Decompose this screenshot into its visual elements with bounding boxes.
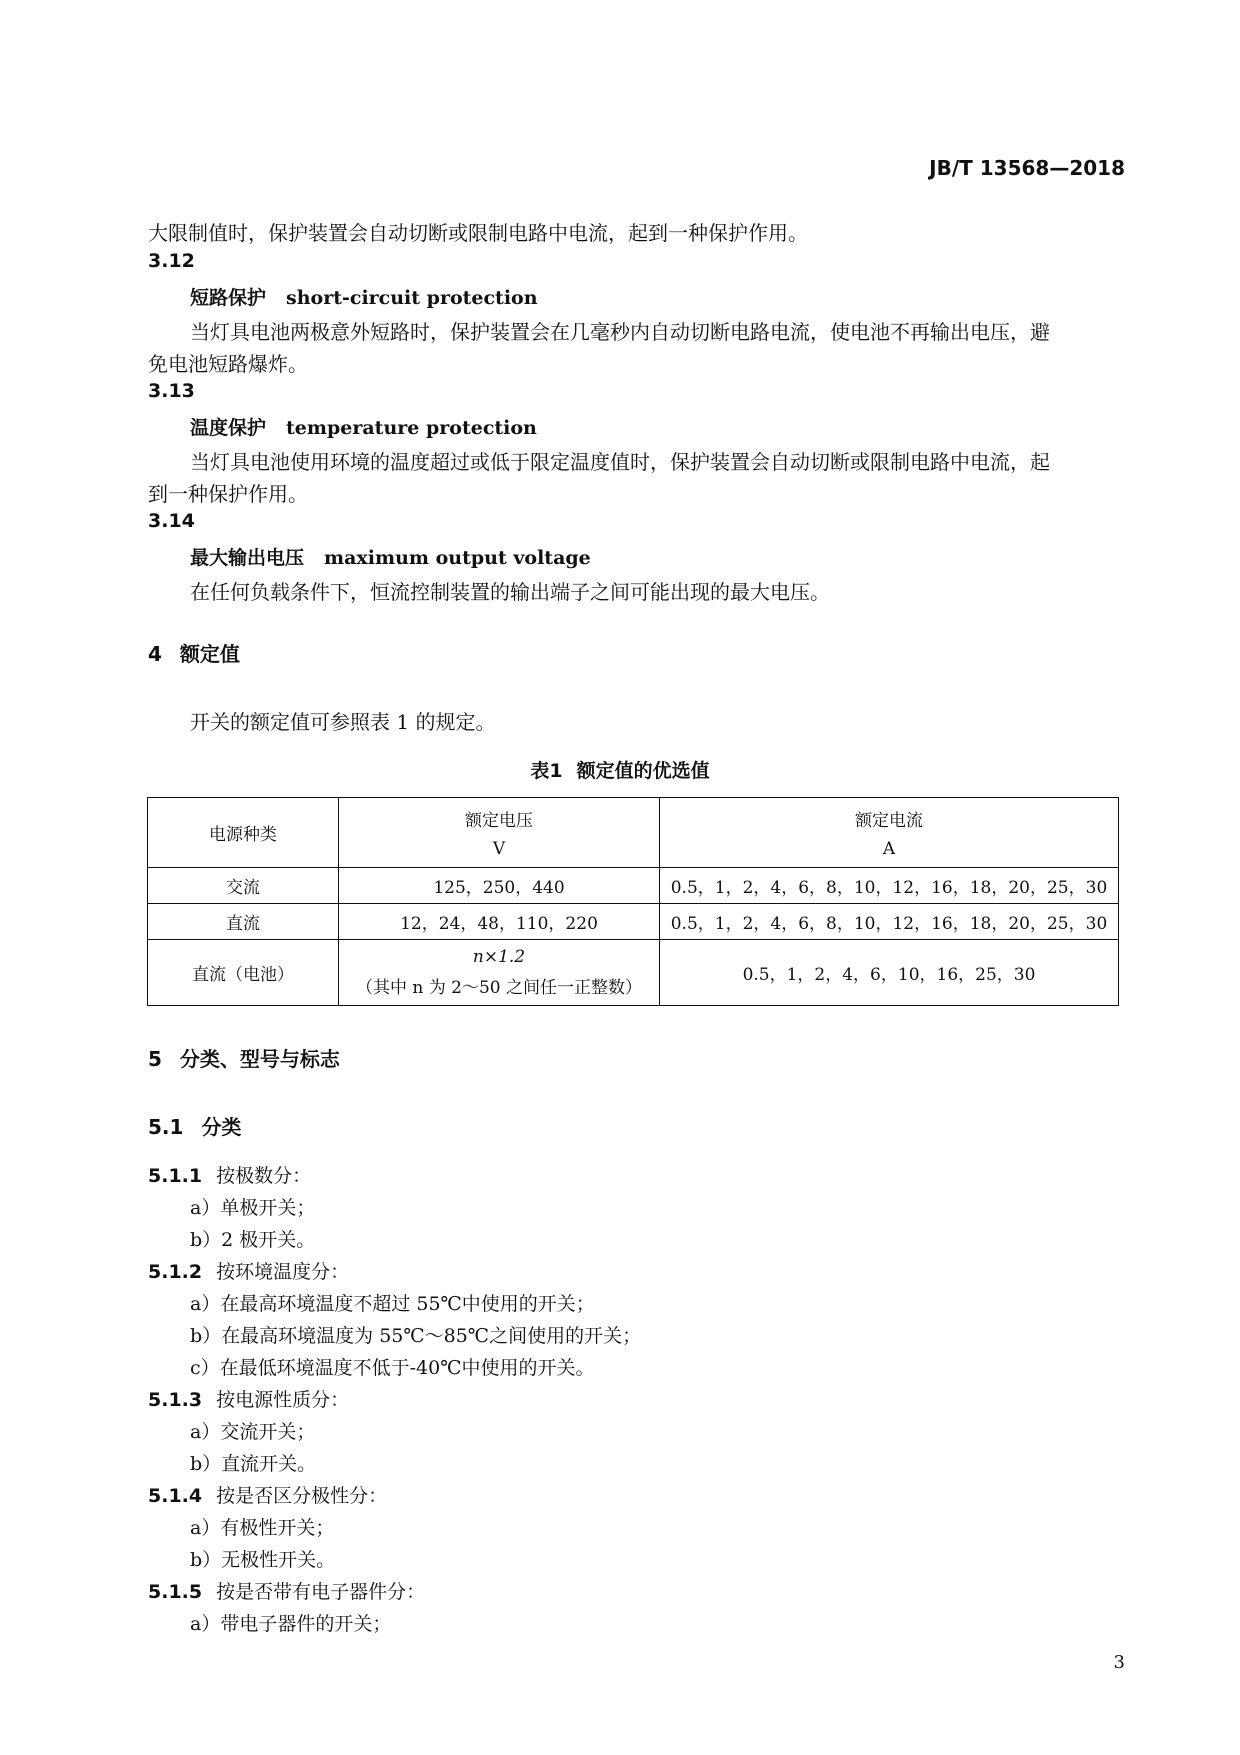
section-heading: 4 额定值 — [148, 642, 240, 666]
definition-line: 当灯具电池两极意外短路时，保护装置会在几毫秒内自动切断电路电流，使电池不再输出电压，避 — [190, 320, 1050, 344]
term-en: temperature protection — [286, 417, 537, 439]
cell-current: 0.5，1，2，4，6，8，10，12，16，18，20，25，30 — [660, 904, 1119, 940]
cell-voltage: n×1.2 （其中 n 为 2～50 之间任一正整数） — [339, 940, 660, 1006]
cell-type: 交流 — [148, 868, 339, 904]
term-en: short-circuit protection — [286, 287, 538, 309]
clause-heading: 5.1.2 按环境温度分： — [148, 1261, 350, 1283]
clause-heading: 5.1.3 按电源性质分： — [148, 1389, 350, 1411]
term-heading — [190, 543, 591, 570]
table-row — [148, 868, 1119, 904]
section-heading: 5 分类、型号与标志 — [148, 1047, 340, 1071]
clause-number: 3.14 — [148, 510, 195, 532]
term-zh: 温度保护 — [190, 417, 267, 439]
list-item: a）单极开关； — [190, 1197, 316, 1219]
clause-number: 3.13 — [148, 380, 195, 402]
list-item: b）无极性开关。 — [190, 1549, 336, 1571]
list-item: b）在最高环境温度为 55℃～85℃之间使用的开关； — [190, 1325, 642, 1347]
paragraph-continuation: 大限制值时，保护装置会自动切断或限制电路中电流，起到一种保护作用。 — [148, 221, 808, 245]
section-text: 开关的额定值可参照表 1 的规定。 — [190, 710, 496, 734]
subsection-heading: 5.1 分类 — [148, 1115, 242, 1139]
list-item: a）带电子器件的开关； — [190, 1613, 392, 1635]
clause-heading: 5.1.1 按极数分： — [148, 1165, 312, 1187]
header-voltage: 额定电压 V — [339, 798, 660, 868]
list-item: b）2 极开关。 — [190, 1229, 316, 1251]
cell-current: 0.5，1，2，4，6，10，16，25，30 — [660, 940, 1119, 1006]
list-item: a）有极性开关； — [190, 1517, 335, 1539]
cell-current: 0.5，1，2，4，6，8，10，12，16，18，20，25，30 — [660, 868, 1119, 904]
list-item: a）交流开关； — [190, 1421, 316, 1443]
header-power-type: 电源种类 — [148, 798, 339, 868]
definition-line: 在任何负载条件下，恒流控制装置的输出端子之间可能出现的最大电压。 — [190, 580, 830, 604]
clause-heading: 5.1.5 按是否带有电子器件分： — [148, 1581, 426, 1603]
cell-type: 直流（电池） — [148, 940, 339, 1006]
clause-number: 3.12 — [148, 250, 195, 272]
term-en: maximum output voltage — [324, 547, 591, 569]
table-row — [148, 904, 1119, 940]
definition-line: 免电池短路爆炸。 — [148, 352, 308, 376]
definition-line: 到一种保护作用。 — [148, 482, 308, 506]
term-heading — [190, 283, 538, 310]
term-zh: 短路保护 — [190, 287, 267, 309]
header-current: 额定电流 A — [660, 798, 1119, 868]
table-header-row — [148, 798, 1119, 868]
definition-line: 当灯具电池使用环境的温度超过或低于限定温度值时，保护装置会自动切断或限制电路中电流，起 — [190, 450, 1050, 474]
clause-heading: 5.1.4 按是否区分极性分： — [148, 1485, 388, 1507]
cell-type: 直流 — [148, 904, 339, 940]
table-row — [148, 940, 1119, 1006]
document-number: JB/T 13568—2018 — [929, 156, 1125, 180]
list-item: a）在最高环境温度不超过 55℃中使用的开关； — [190, 1293, 595, 1315]
term-heading — [190, 413, 537, 440]
cell-voltage: 125，250，440 — [339, 868, 660, 904]
page-number: 3 — [1113, 1652, 1125, 1673]
term-zh: 最大输出电压 — [190, 547, 305, 569]
ratings-table — [147, 797, 1119, 1006]
list-item: b）直流开关。 — [190, 1453, 317, 1475]
table-caption: 表1 额定值的优选值 — [530, 760, 710, 782]
cell-voltage: 12，24，48，110，220 — [339, 904, 660, 940]
list-item: c）在最低环境温度不低于-40℃中使用的开关。 — [190, 1357, 595, 1379]
